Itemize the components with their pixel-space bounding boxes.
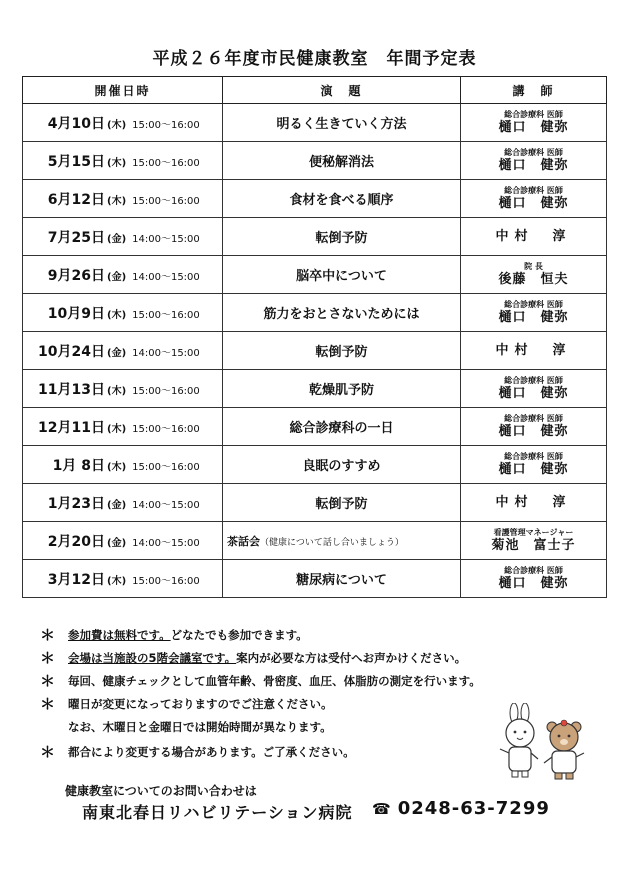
- event-time: 15:00〜16:00: [132, 195, 200, 207]
- event-date: 1月 8日: [52, 457, 105, 474]
- lecturer-cell: [461, 180, 607, 218]
- event-weekday: (金): [107, 271, 127, 283]
- table-row: [23, 180, 607, 218]
- lecturer-name: 樋口 健弥: [498, 310, 569, 325]
- table-row: [23, 218, 607, 256]
- date-cell: [23, 522, 223, 560]
- asterisk-icon: ＊: [40, 649, 56, 667]
- lecturer-name: 樋口 健弥: [498, 120, 569, 135]
- table-row: [23, 294, 607, 332]
- asterisk-icon: ＊: [40, 695, 56, 713]
- event-date: 2月20日: [47, 533, 105, 550]
- date-cell: [23, 332, 223, 370]
- lecturer-cell: [461, 332, 607, 370]
- lecturer-title: 総合診療科 医師: [504, 566, 563, 575]
- topic-cell: [223, 256, 461, 294]
- lecturer-cell: [461, 446, 607, 484]
- event-weekday: (金): [107, 537, 127, 549]
- event-time: 15:00〜16:00: [132, 575, 200, 587]
- asterisk-icon: ＊: [40, 626, 56, 644]
- lecturer-title: 看護管理マネージャー: [493, 528, 574, 537]
- date-cell: [23, 408, 223, 446]
- table-row: [23, 522, 607, 560]
- topic-cell: [223, 142, 461, 180]
- header-date: 開催日時: [23, 77, 223, 104]
- event-weekday: (金): [107, 233, 127, 245]
- date-cell: [23, 218, 223, 256]
- lecturer-cell: [461, 218, 607, 256]
- topic-cell: [223, 484, 461, 522]
- event-date: 10月9日: [47, 305, 105, 322]
- note-change-text: 都合により変更する場合があります。ご了承ください。: [68, 745, 355, 759]
- event-weekday: (木): [107, 385, 127, 397]
- event-topic: 脳卒中について: [296, 269, 387, 284]
- table-row: [23, 142, 607, 180]
- event-topic: 転倒予防: [315, 345, 368, 360]
- note-fee-underlined: 参加費は無料です。: [68, 628, 171, 642]
- lecturer-name: 後藤 恒夫: [498, 272, 569, 287]
- event-topic: 食材を食べる順序: [289, 193, 394, 208]
- event-time: 15:00〜16:00: [132, 461, 200, 473]
- lecturer-title: 総合診療科 医師: [504, 148, 563, 157]
- event-time: 14:00〜15:00: [132, 537, 200, 549]
- table-row: [23, 332, 607, 370]
- date-cell: [23, 256, 223, 294]
- event-date: 3月12日: [47, 571, 105, 588]
- note-fee-rest: どなたでも参加できます。: [170, 628, 308, 642]
- date-cell: [23, 294, 223, 332]
- mascot-characters-illustration: [492, 703, 592, 783]
- lecturer-title: 院 長: [524, 262, 543, 271]
- event-time: 15:00〜16:00: [132, 309, 200, 321]
- event-topic: 明るく生きていく方法: [276, 117, 407, 132]
- event-time: 14:00〜15:00: [132, 271, 200, 283]
- event-date: 1月23日: [47, 495, 105, 512]
- event-topic: 筋力をおとさないためには: [263, 307, 420, 322]
- lecturer-cell: [461, 142, 607, 180]
- lecturer-title: 総合診療科 医師: [504, 452, 563, 461]
- event-topic: 転倒予防: [315, 231, 368, 246]
- lecturer-cell: [461, 560, 607, 598]
- date-cell: [23, 180, 223, 218]
- lecturer-title: 総合診療科 医師: [504, 186, 563, 195]
- note-weekday-text: 曜日が変更になっておりますのでご注意ください。: [68, 697, 333, 711]
- hospital-name: 南東北春日リハビリテーション病院: [82, 803, 353, 822]
- event-weekday: (木): [107, 423, 127, 435]
- event-weekday: (金): [107, 499, 127, 511]
- date-cell: [23, 560, 223, 598]
- event-weekday: (金): [107, 347, 127, 359]
- event-topic: 茶話会: [227, 534, 260, 548]
- date-cell: [23, 142, 223, 180]
- event-time: 14:00〜15:00: [132, 499, 200, 511]
- asterisk-icon: ＊: [40, 743, 56, 761]
- lecturer-title: 総合診療科 医師: [504, 414, 563, 423]
- event-topic-note: （健康について話し合いましょう）: [260, 537, 404, 548]
- page-title: 平成２６年度市民健康教室 年間予定表: [152, 49, 477, 69]
- event-weekday: (木): [107, 575, 127, 587]
- topic-cell: [223, 522, 461, 560]
- event-time: 15:00〜16:00: [132, 385, 200, 397]
- phone-number-text: 0248-63-7299: [397, 798, 550, 819]
- lecturer-name: 中村 淳: [495, 229, 572, 244]
- lecturer-name: 樋口 健弥: [498, 196, 569, 211]
- event-date: 4月10日: [47, 115, 105, 132]
- topic-cell: [223, 218, 461, 256]
- lecturer-name: 樋口 健弥: [498, 158, 569, 173]
- asterisk-icon: ＊: [40, 672, 56, 690]
- event-topic: 乾燥肌予防: [308, 383, 374, 398]
- note-venue-underlined: 会場は当施設の5階会議室です。: [68, 651, 237, 665]
- event-date: 9月26日: [47, 267, 105, 284]
- topic-cell: [223, 332, 461, 370]
- event-time: 15:00〜16:00: [132, 119, 200, 131]
- header-lecturer: 講 師: [461, 77, 607, 104]
- lecturer-name: 樋口 健弥: [498, 462, 569, 477]
- event-date: 11月13日: [38, 381, 105, 398]
- topic-cell: [223, 408, 461, 446]
- lecturer-title: 総合診療科 医師: [504, 300, 563, 309]
- lecturer-cell: [461, 484, 607, 522]
- table-row: [23, 560, 607, 598]
- note-health-check-text: 毎回、健康チェックとして血管年齢、骨密度、血圧、体脂肪の測定を行います。: [68, 674, 481, 688]
- date-cell: [23, 446, 223, 484]
- event-time: 15:00〜16:00: [132, 157, 200, 169]
- lecturer-cell: [461, 294, 607, 332]
- table-header-row: [23, 77, 607, 104]
- lecturer-cell: [461, 256, 607, 294]
- event-date: 6月12日: [47, 191, 105, 208]
- lecturer-cell: [461, 522, 607, 560]
- note-venue: [40, 649, 600, 672]
- topic-cell: [223, 370, 461, 408]
- lecturer-title: 総合診療科 医師: [504, 110, 563, 119]
- event-weekday: (木): [107, 157, 127, 169]
- topic-cell: [223, 560, 461, 598]
- header-topic: 演 題: [223, 77, 461, 104]
- table-row: [23, 484, 607, 522]
- event-topic: 総合診療科の一日: [289, 421, 394, 436]
- topic-cell: [223, 104, 461, 142]
- date-cell: [23, 370, 223, 408]
- event-topic: 便秘解消法: [308, 155, 374, 170]
- table-row: [23, 408, 607, 446]
- lecturer-name: 樋口 健弥: [498, 576, 569, 591]
- date-cell: [23, 104, 223, 142]
- topic-cell: [223, 180, 461, 218]
- lecturer-name: 樋口 健弥: [498, 424, 569, 439]
- date-cell: [23, 484, 223, 522]
- event-time: 14:00〜15:00: [132, 347, 200, 359]
- event-topic: 転倒予防: [315, 497, 368, 512]
- event-topic: 糖尿病について: [296, 573, 387, 588]
- event-weekday: (木): [107, 461, 127, 473]
- lecturer-title: 総合診療科 医師: [504, 376, 563, 385]
- table-row: [23, 446, 607, 484]
- lecturer-cell: [461, 370, 607, 408]
- lecturer-cell: [461, 104, 607, 142]
- table-row: [23, 256, 607, 294]
- lecturer-cell: [461, 408, 607, 446]
- note-fee: [40, 626, 600, 649]
- phone-number: [372, 798, 550, 819]
- note-health-check: [40, 672, 600, 695]
- table-row: [23, 370, 607, 408]
- phone-icon: ☎: [372, 800, 392, 818]
- event-date: 5月15日: [47, 153, 105, 170]
- topic-cell: [223, 294, 461, 332]
- lecturer-name: 中村 淳: [495, 343, 572, 358]
- event-weekday: (木): [107, 195, 127, 207]
- lecturer-name: 樋口 健弥: [498, 386, 569, 401]
- event-topic: 良眠のすすめ: [302, 459, 381, 474]
- table-row: [23, 104, 607, 142]
- note-weekday-cont-text: なお、木曜日と金曜日では開始時間が異なります。: [68, 720, 332, 734]
- event-date: 10月24日: [38, 343, 105, 360]
- event-date: 12月11日: [38, 419, 105, 436]
- event-date: 7月25日: [47, 229, 105, 246]
- event-weekday: (木): [107, 119, 127, 131]
- event-time: 14:00〜15:00: [132, 233, 200, 245]
- lecturer-name: 中村 淳: [495, 495, 572, 510]
- schedule-table: [22, 76, 607, 598]
- event-weekday: (木): [107, 309, 127, 321]
- topic-cell: [223, 446, 461, 484]
- contact-label: 健康教室についてのお問い合わせは: [65, 784, 257, 798]
- lecturer-name: 菊池 富士子: [491, 538, 576, 553]
- note-venue-rest: 案内が必要な方は受付へお声かけください。: [236, 651, 467, 665]
- event-time: 15:00〜16:00: [132, 423, 200, 435]
